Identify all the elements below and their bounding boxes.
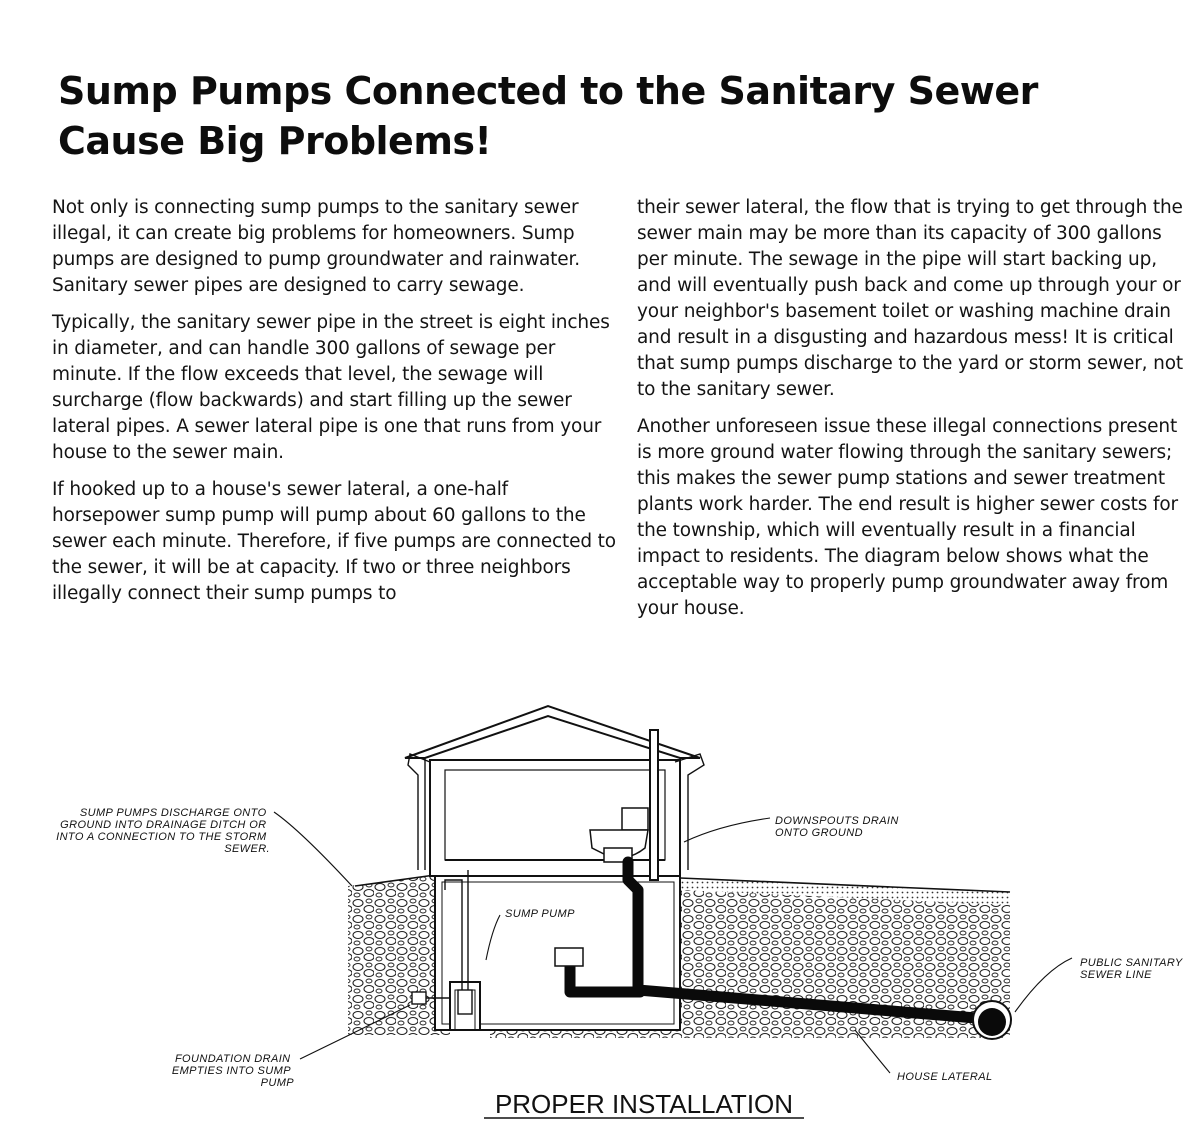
house-lateral-label: HOUSE LATERAL bbox=[897, 1071, 993, 1083]
label-line: INTO A CONNECTION TO THE STORM bbox=[56, 831, 267, 843]
label-line: GROUND INTO DRAINAGE DITCH OR bbox=[60, 819, 267, 831]
house-drainage-diagram bbox=[0, 690, 1200, 1147]
paragraph: their sewer lateral, the flow that is trying to get through the sewer main may be more than its capacity of 300 gallons per minute. The sewage in the pipe will start backing up, and will eventually push back and come up through your or your neighbor's basement toilet or washing machine drain and result in a disgusting and hazardous mess! It is critical that sump pumps discharge to the yard or storm sewer, not to the sanitary sewer. bbox=[637, 197, 1183, 400]
downspouts-label bbox=[775, 815, 902, 839]
label-line: SEWER LINE bbox=[1080, 969, 1152, 981]
label-line: EMPTIES INTO SUMP bbox=[171, 1065, 291, 1077]
page-title bbox=[58, 66, 1058, 166]
right-text-column bbox=[637, 195, 1192, 633]
paragraph: If hooked up to a house's sewer lateral, a one-half horsepower sump pump will pump about 60 gallons to the sewer each minute. Therefore, if five pumps are connected to the sewer, it will be at capacity. If two or three neighbors illegally connect their sump pumps to bbox=[52, 479, 616, 604]
label-line: DOWNSPOUTS DRAIN bbox=[775, 815, 899, 827]
sump-discharge-label bbox=[56, 807, 270, 855]
label-line: PUMP bbox=[260, 1077, 294, 1089]
label-line: FOUNDATION DRAIN bbox=[174, 1053, 291, 1065]
label-line: ONTO GROUND bbox=[775, 827, 863, 839]
label-line: SUMP PUMPS DISCHARGE ONTO bbox=[79, 807, 267, 819]
installation-diagram bbox=[0, 690, 1200, 1147]
sump-pump-label: SUMP PUMP bbox=[505, 908, 575, 920]
public-sewer-label bbox=[1080, 957, 1186, 981]
paragraph: Not only is connecting sump pumps to the sanitary sewer illegal, it can create big problems for homeowners. Sump pumps are designed to pump groundwater and rainwater. Sanitary sewer pipes are designed to carry sewage. bbox=[52, 197, 580, 296]
title-line-1: Sump Pumps Connected to the Sanitary Sewer bbox=[58, 69, 1038, 113]
title-line-2: Cause Big Problems! bbox=[58, 119, 492, 163]
diagram-caption: PROPER INSTALLATION bbox=[494, 1089, 794, 1119]
foundation-drain-label bbox=[172, 1053, 294, 1089]
label-line: PUBLIC SANITARY bbox=[1080, 957, 1183, 969]
left-text-column bbox=[52, 195, 617, 618]
paragraph: Typically, the sanitary sewer pipe in the street is eight inches in diameter, and can handle 300 gallons of sewage per minute. If the flow exceeds that level, the sewage will surcharge (flow backwards) and start filling up the sewer lateral pipes. A sewer lateral pipe is one that runs from your house to the sewer main. bbox=[52, 312, 610, 463]
house-structure bbox=[405, 706, 704, 880]
washer-drain-icon bbox=[555, 948, 583, 966]
public-sewer-pipe bbox=[973, 1001, 1011, 1039]
label-line: SEWER. bbox=[224, 843, 270, 855]
paragraph: Another unforeseen issue these illegal connections present is more ground water flowing through the sanitary sewers; this makes the sewer pump stations and sewer treatment plants work harder. The end result is higher sewer costs for the township, which will eventually result in a financial impact to residents. The diagram below shows what the acceptable way to properly pump groundwater away from your house. bbox=[637, 416, 1178, 619]
